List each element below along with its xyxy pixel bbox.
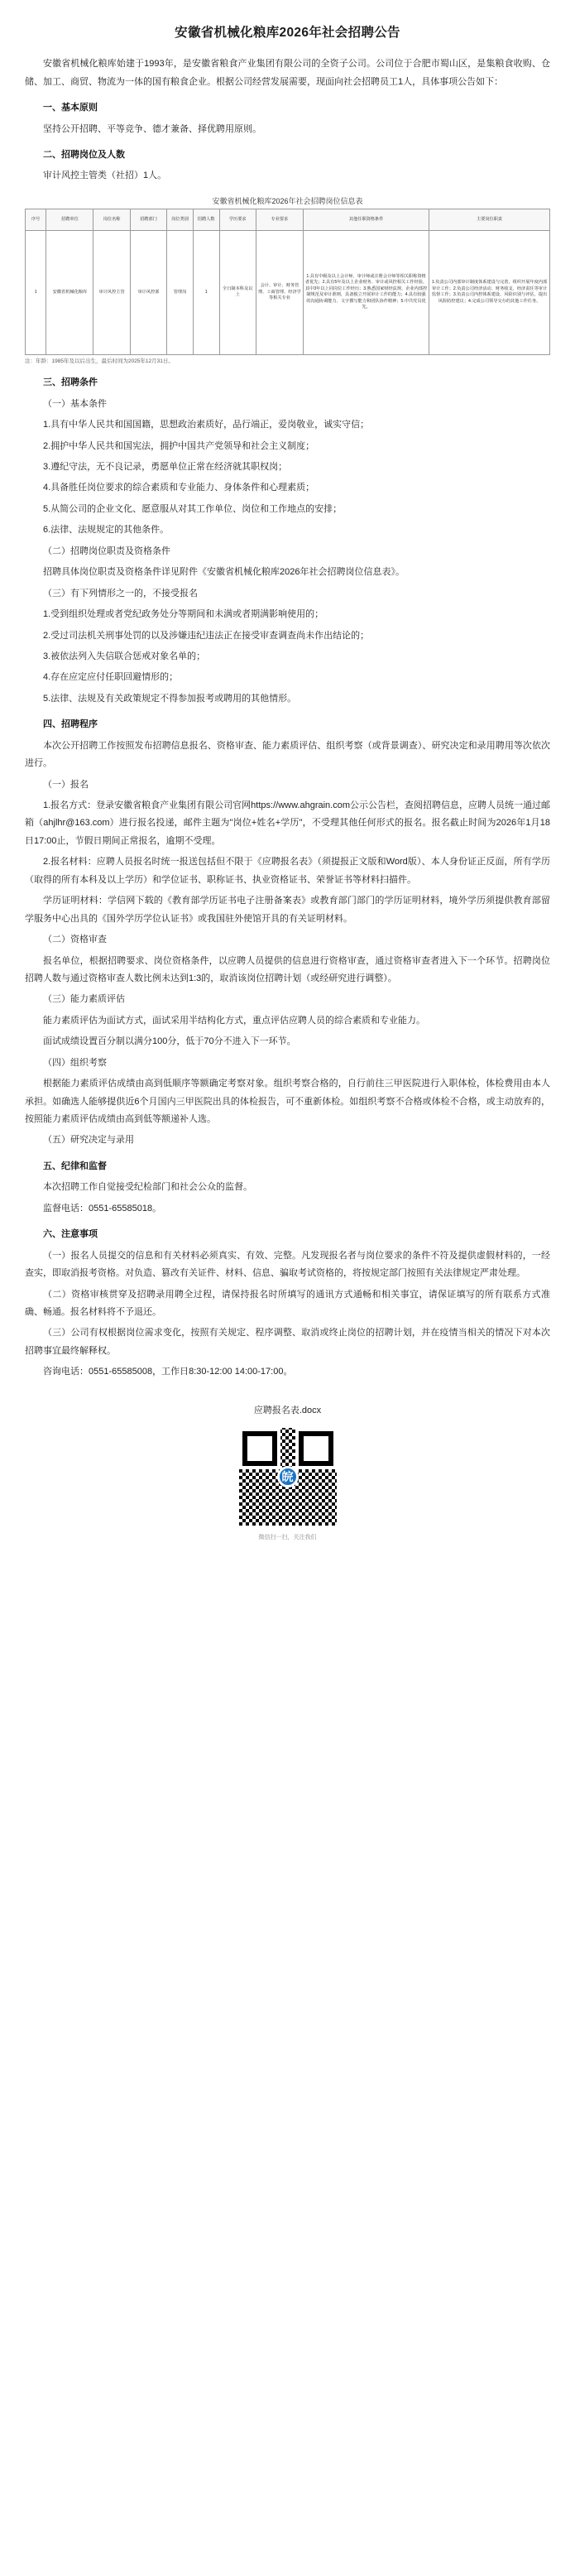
th-other-requirements: 其他任职资格条件 [303,209,429,230]
section-heading-3: 三、招聘条件 [43,377,98,388]
s3-p10: （三）有下列情形之一的，不接受报名 [43,588,198,598]
s3-p12: 2.受过司法机关刑事处罚的以及涉嫌违纪违法正在接受审查调查尚未作出结论的； [43,630,370,641]
section-heading-4: 四、招聘程序 [43,719,98,730]
section-2-paragraph-1: 审计风控主管类（社招）1人。 [43,171,167,181]
s4-p7: 报名单位，根据招聘要求、岗位资格条件，以应聘人员提供的信息进行资格审查，通过资格审查者进入下一个环节。招聘岗位招聘人数与通过资格审查人数比例未达到1:3的，取消该岗位招聘计划（或经研究进行调整）。 [25,955,550,983]
s3-p11: 1.受到组织处理或者党纪政务处分等期间和未满或者期满影响使用的； [43,609,324,620]
s3-p14: 4.存在应定应付任职回避情形的； [43,672,179,683]
s4-p4: 2.报名材料：应聘人员报名时统一报送包括但不限于《应聘报名表》（须提报正文版和Word版）、本人身份证正反面，所有学历（取得的所有本科及以上学历）和学位证书、职称证书、执业资格证书、荣誉证书等材料扫描件。 [25,857,550,885]
th-major: 专业要求 [256,209,303,230]
qr-code-image[interactable] [236,1425,340,1529]
section-heading-6: 六、注意事项 [43,1229,98,1240]
s3-p13: 3.被依法列入失信联合惩戒对象名单的； [43,651,206,661]
section-heading-5: 五、纪律和监督 [43,1161,107,1171]
cell-unit: 安徽省机械化粮库 [46,230,93,354]
qr-caption: 微信扫一扫，关注我们 [258,1534,317,1540]
s6-p1: （一）报名人员提交的信息和有关材料必须真实、有效、完整。凡发现报名者与岗位要求的条件不符及提供虚假材料的，一经查实，即取消报考资格。对负造、篡改有关证件、材料、信息、骗取考试资格的，将按规定部门按照有关法律规定严肃处理。 [25,1250,550,1279]
section-heading-1: 一、基本原则 [43,103,98,113]
s5-p2: 监督电话：0551-65585018。 [43,1203,162,1214]
s6-p2: （二）资格审核贯穿及招聘录用聘全过程，请保持报名时所填写的通讯方式通畅和相关事宜，请保证填写的所有联系方式准确、畅通。报名材料将不予退还。 [25,1289,550,1317]
table-note: 注：年龄：1985年及以后出生，最后时间为2025年12月31日。 [25,358,174,364]
intro-paragraph: 安徽省机械化粮库始建于1993年，是安徽省粮食产业集团有限公司的全资子公司。公司位于合肥市蜀山区，是集粮食收购、仓储、加工、商贸、物流为一体的国有粮食企业。根据公司经营发展需要，现面向社会招聘员工1人，具体事项公告如下： [25,59,550,87]
s3-p8: （二）招聘岗位职责及资格条件 [43,545,170,556]
th-department: 招聘部门 [130,209,166,230]
cell-category: 管理岗 [167,230,194,354]
job-info-table [25,209,550,355]
cell-position: 审计风控主管 [93,230,130,354]
cell-index: 1 [26,230,46,354]
s3-p4: 3.遵纪守法，无不良记录，勇愿单位正常在经济就其职权岗； [43,462,288,473]
s3-p1: （一）基本条件 [43,398,107,409]
s6-p4: 咨询电话：0551-65585008，工作日8:30-12:00 14:00-17:00。 [43,1367,293,1377]
s3-p2: 1.具有中华人民共和国国籍，思想政治素质好，品行端正，爱岗敬业，诚实守信； [43,420,370,430]
s3-p9: 招聘具体岗位职责及资格条件详见附件《安徽省机械化粮库2026年社会招聘岗位信息表》。 [43,567,405,578]
th-position: 岗位名称 [93,209,130,230]
s4-p13: （五）研究决定与录用 [43,1135,134,1146]
s4-p5: 学历证明材料：学信网下载的《教育部学历证书电子注册备案表》或教育部门部门的学历证明材料，境外学历须提供教育部留学服务中心出具的《国外学历学位认证书》或我国驻外使馆开具的有关证明材料。 [25,896,550,924]
th-education: 学历要求 [219,209,256,230]
th-category: 岗位类别 [167,209,194,230]
s4-p6: （二）资格审查 [43,935,107,945]
cell-headcount: 1 [193,230,219,354]
s3-p7: 6.法律、法规规定的其他条件。 [43,525,170,536]
s4-p11: （四）组织考察 [43,1057,107,1068]
s4-p12: 根据能力素质评估成绩由高到低顺序等额确定考察对象。组织考察合格的，自行前往三甲医院进行入职体检，体检费用由本人承担。如确选人能够提供近6个月国内三甲医院出具的体检报告，可不重新体检。如组织考察不合格或体检不合格，或主动放弃的，按照能力素质评估成绩由高到低等额递补人选。 [25,1079,550,1125]
th-headcount: 招聘人数 [193,209,219,230]
table-header-row [26,209,550,230]
s3-p6: 5.从简公司的企业文化、愿意服从对其工作单位、岗位和工作地点的安排； [43,503,343,514]
s6-p3: （三）公司有权根据岗位需求变化，按照有关规定、程序调整、取消或终止岗位的招聘计划，并在疫情当相关的情况下对本次招聘事宜最终解释权。 [25,1328,550,1356]
cell-duties: 1.负责公司内部审计制度体系建设与完善，组织开展年度内部审计工作；2.负责公司经济活动、财务收支、经济责任等审计监督工作；3.负责公司内控体系建设、风险识别与评估，提出风险防控建议；4.完成公司领导交办的其他工作任务。 [429,230,550,354]
cell-education: 全日制本科及以上 [219,230,256,354]
s4-p3: 1.报名方式：登录安徽省粮食产业集团有限公司官网https://www.ahgrain.com公示公告栏，查阅招聘信息，应聘人员统一通过邮箱（ahjlhr@163.com）进行报名投递，邮件主题为"岗位+姓名+学历"，不受理其他任何形式的报名。报名截止时间为2026年1月18日17:00止，节假日期间正常报名，逾期不受理。 [25,800,550,846]
th-unit: 招聘单位 [46,209,93,230]
page-title: 安徽省机械化粮库2026年社会招聘公告 [175,26,400,40]
qr-center-logo: 皖 [277,1466,299,1487]
s4-p10: 面试成绩设置百分制以满分100分，低于70分不进入下一环节。 [43,1036,296,1047]
s3-p15: 5.法律、法规及有关政策规定不得参加报考或聘用的其他情形。 [43,693,297,704]
job-info-table-title: 安徽省机械化粮库2026年社会招聘岗位信息表 [212,196,363,205]
s3-p5: 4.具备胜任岗位要求的综合素质和专业能力、身体条件和心理素质； [43,483,315,493]
s3-p3: 2.拥护中华人民共和国宪法，拥护中国共产党领导和社会主义制度； [43,440,315,451]
th-index: 序号 [26,209,46,230]
attachment-link[interactable]: 应聘报名表.docx [253,1405,322,1415]
cell-other-requirements: 1.具有中级及以上会计师、审计师或注册会计师等相关职称资格者优先；2.具有5年及以上企业财务、审计或风控相关工作经验，其中3年以上同岗位工作经历；3.熟悉国家财经法规、企业内部控制规范及审计准则，具备独立开展审计工作的能力；4.具有较强的沟通协调能力、文字撰写能力和团队协作精神；5.中共党员优先。 [303,230,429,354]
s4-p8: （三）能力素质评估 [43,994,125,1005]
qr-code-block [236,1425,340,1541]
section-heading-2: 二、招聘岗位及人数 [43,150,125,160]
s5-p1: 本次招聘工作自觉接受纪检部门和社会公众的监督。 [43,1182,252,1193]
s4-p1: 本次公开招聘工作按照发布招聘信息报名、资格审查、能力素质评估、组织考察（或背景调查）、研究决定和录用聘用等次依次进行。 [25,740,550,769]
s4-p9: 能力素质评估为面试方式，面试采用半结构化方式，重点评估应聘人员的综合素质和专业能力。 [43,1015,425,1026]
table-row [26,230,550,354]
job-info-table-wrapper [25,195,550,366]
section-1-paragraph-1: 坚持公开招聘、平等竞争、德才兼备、择优聘用原则。 [43,123,261,134]
cell-major: 会计、审计、财务管理、工商管理、经济学等相关专业 [256,230,303,354]
th-duties: 主要岗位职责 [429,209,550,230]
cell-department: 审计风控部 [130,230,166,354]
s4-p2: （一）报名 [43,779,89,790]
